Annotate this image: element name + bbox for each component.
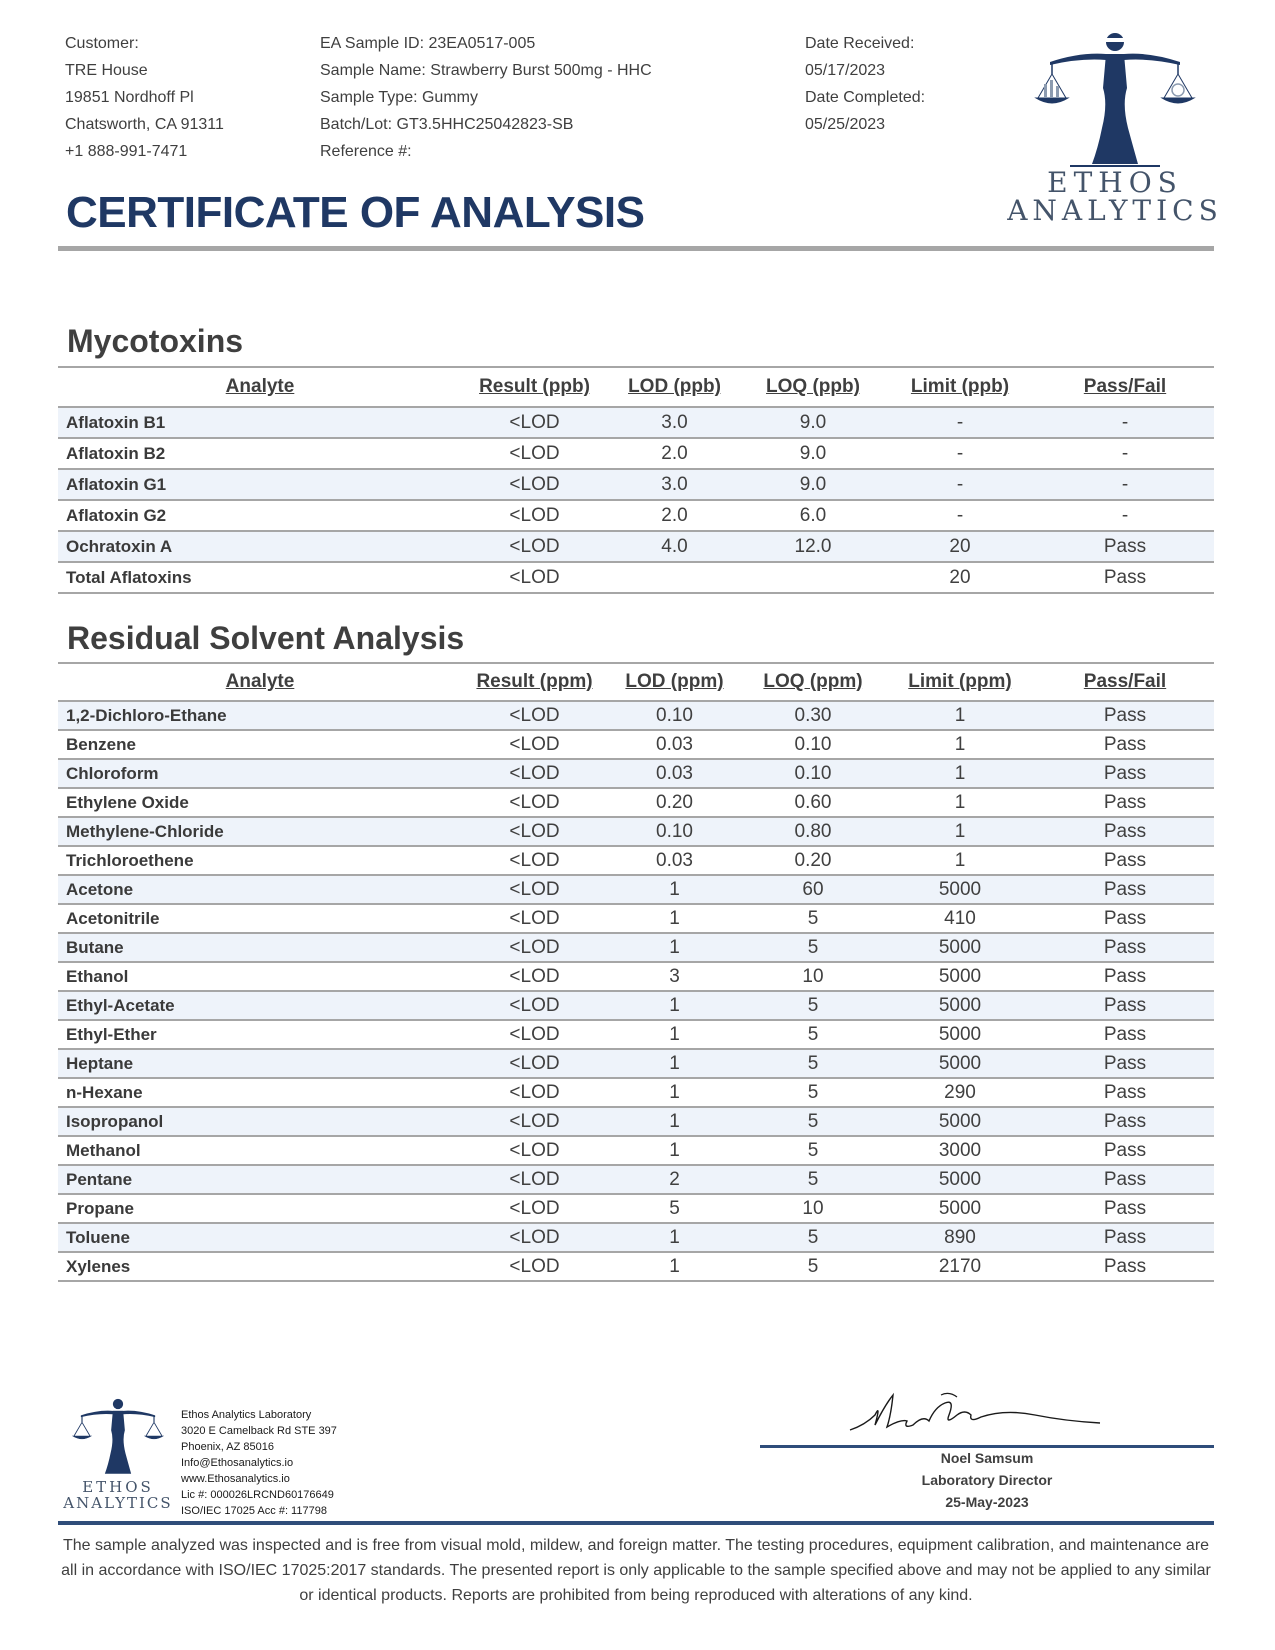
signer-name: Noel Samsum — [940, 1450, 1034, 1466]
cell-result: <LOD — [462, 875, 607, 904]
cell-loq: 5 — [742, 1136, 884, 1165]
table-row — [58, 1165, 1214, 1194]
cell-limit: 5000 — [884, 933, 1036, 962]
cell-lod: 1 — [607, 1252, 742, 1281]
cell-loq: 9.0 — [742, 407, 884, 438]
cell-pass-fail: Pass — [1036, 788, 1214, 817]
column-header-limit: Limit (ppm) — [884, 663, 1036, 701]
cell-lod — [607, 562, 742, 593]
column-header-analyte: Analyte — [58, 367, 462, 407]
cell-analyte: Chloroform — [58, 759, 462, 788]
table-row — [58, 1223, 1214, 1252]
column-header-result: Result (ppb) — [462, 367, 607, 407]
table-row — [58, 500, 1214, 531]
date-completed-label: Date Completed: — [805, 89, 926, 106]
cell-loq: 0.80 — [742, 817, 884, 846]
lab-contact-info — [181, 1407, 337, 1519]
table-row — [58, 407, 1214, 438]
cell-pass-fail: Pass — [1036, 1194, 1214, 1223]
cell-loq — [742, 562, 884, 593]
cell-loq: 5 — [742, 1049, 884, 1078]
cell-pass-fail: Pass — [1036, 1049, 1214, 1078]
customer-address-line1: 19851 Nordhoff Pl — [65, 89, 194, 106]
cell-result: <LOD — [462, 846, 607, 875]
cell-loq: 10 — [742, 1194, 884, 1223]
cell-lod: 1 — [607, 1020, 742, 1049]
cell-lod: 1 — [607, 1136, 742, 1165]
cell-analyte: Ethyl-Ether — [58, 1020, 462, 1049]
cell-pass-fail: - — [1036, 438, 1214, 469]
cell-pass-fail: Pass — [1036, 875, 1214, 904]
cell-analyte: Ethyl-Acetate — [58, 991, 462, 1020]
cell-pass-fail: Pass — [1036, 1020, 1214, 1049]
cell-loq: 9.0 — [742, 438, 884, 469]
date-received-label: Date Received: — [805, 35, 915, 52]
table-row — [58, 991, 1214, 1020]
customer-address-line2: Chatsworth, CA 91311 — [65, 116, 224, 133]
cell-pass-fail: Pass — [1036, 1252, 1214, 1281]
cell-analyte: Methanol — [58, 1136, 462, 1165]
cell-limit: 5000 — [884, 875, 1036, 904]
cell-result: <LOD — [462, 730, 607, 759]
table-row — [58, 1136, 1214, 1165]
cell-analyte: Methylene-Chloride — [58, 817, 462, 846]
cell-pass-fail: Pass — [1036, 1107, 1214, 1136]
cell-analyte: Total Aflatoxins — [58, 562, 462, 593]
signature-block — [760, 1447, 1214, 1513]
cell-lod: 0.03 — [607, 730, 742, 759]
sample-name: Sample Name: Strawberry Burst 500mg - HHC — [320, 62, 652, 79]
page-title: CERTIFICATE OF ANALYSIS — [66, 188, 645, 237]
cell-lod: 1 — [607, 1107, 742, 1136]
table-row — [58, 531, 1214, 562]
cell-analyte: Acetonitrile — [58, 904, 462, 933]
cell-lod: 2.0 — [607, 438, 742, 469]
cell-lod: 2.0 — [607, 500, 742, 531]
cell-limit: 890 — [884, 1223, 1036, 1252]
cell-lod: 1 — [607, 904, 742, 933]
cell-lod: 0.03 — [607, 759, 742, 788]
lab-iso-accreditation: ISO/IEC 17025 Acc #: 117798 — [181, 1505, 327, 1517]
ethos-logo — [1007, 28, 1223, 238]
cell-result: <LOD — [462, 759, 607, 788]
solvents-header-row — [58, 663, 1214, 701]
cell-analyte: Isopropanol — [58, 1107, 462, 1136]
cell-analyte: n-Hexane — [58, 1078, 462, 1107]
table-row — [58, 1049, 1214, 1078]
mycotoxins-table — [58, 366, 1214, 594]
cell-loq: 5 — [742, 1165, 884, 1194]
cell-pass-fail: Pass — [1036, 933, 1214, 962]
cell-analyte: Ethanol — [58, 962, 462, 991]
cell-lod: 3.0 — [607, 407, 742, 438]
cell-loq: 0.30 — [742, 701, 884, 730]
cell-pass-fail: - — [1036, 500, 1214, 531]
table-row — [58, 701, 1214, 730]
cell-loq: 5 — [742, 1223, 884, 1252]
cell-pass-fail: Pass — [1036, 846, 1214, 875]
cell-loq: 5 — [742, 1252, 884, 1281]
date-info — [805, 30, 925, 138]
cell-analyte: Pentane — [58, 1165, 462, 1194]
footer-ethos-logo — [58, 1395, 178, 1520]
cell-lod: 1 — [607, 875, 742, 904]
cell-lod: 1 — [607, 991, 742, 1020]
cell-lod: 1 — [607, 1049, 742, 1078]
cell-result: <LOD — [462, 788, 607, 817]
cell-limit: 20 — [884, 531, 1036, 562]
table-row — [58, 759, 1214, 788]
cell-result: <LOD — [462, 1020, 607, 1049]
cell-lod: 3.0 — [607, 469, 742, 500]
cell-pass-fail: - — [1036, 469, 1214, 500]
cell-pass-fail: - — [1036, 407, 1214, 438]
cell-limit: 5000 — [884, 1049, 1036, 1078]
solvents-table — [58, 662, 1214, 1282]
cell-loq: 5 — [742, 904, 884, 933]
table-row — [58, 1194, 1214, 1223]
cell-analyte: Trichloroethene — [58, 846, 462, 875]
lab-website: www.Ethosanalytics.io — [181, 1473, 290, 1485]
logo-text-analytics: ANALYTICS — [1007, 194, 1223, 227]
column-header-loq: LOQ (ppm) — [742, 663, 884, 701]
date-received: 05/17/2023 — [805, 62, 886, 79]
table-row — [58, 1252, 1214, 1281]
cell-result: <LOD — [462, 1165, 607, 1194]
table-row — [58, 904, 1214, 933]
cell-lod: 0.10 — [607, 817, 742, 846]
cell-result: <LOD — [462, 701, 607, 730]
lab-address-line2: Phoenix, AZ 85016 — [181, 1441, 274, 1453]
cell-lod: 3 — [607, 962, 742, 991]
cell-pass-fail: Pass — [1036, 817, 1214, 846]
sample-id: EA Sample ID: 23EA0517-005 — [320, 35, 536, 52]
cell-result: <LOD — [462, 500, 607, 531]
cell-limit: - — [884, 407, 1036, 438]
cell-limit: 3000 — [884, 1136, 1036, 1165]
lab-email: Info@Ethosanalytics.io — [181, 1457, 294, 1469]
customer-name: TRE House — [65, 62, 148, 79]
cell-limit: - — [884, 469, 1036, 500]
cell-limit: 410 — [884, 904, 1036, 933]
table-row — [58, 962, 1214, 991]
cell-limit: 5000 — [884, 1194, 1036, 1223]
cell-analyte: Toluene — [58, 1223, 462, 1252]
cell-loq: 10 — [742, 962, 884, 991]
table-row — [58, 1078, 1214, 1107]
cell-analyte: Heptane — [58, 1049, 462, 1078]
cell-loq: 5 — [742, 991, 884, 1020]
signer-title: Laboratory Director — [921, 1472, 1053, 1488]
sign-date: 25-May-2023 — [945, 1494, 1029, 1510]
cell-pass-fail: Pass — [1036, 759, 1214, 788]
cell-pass-fail: Pass — [1036, 1223, 1214, 1252]
cell-pass-fail: Pass — [1036, 962, 1214, 991]
sample-info — [320, 30, 652, 165]
cell-limit: 1 — [884, 730, 1036, 759]
cell-analyte: Butane — [58, 933, 462, 962]
cell-limit: 5000 — [884, 1020, 1036, 1049]
cell-limit: 1 — [884, 759, 1036, 788]
customer-info — [65, 30, 224, 165]
cell-result: <LOD — [462, 933, 607, 962]
cell-lod: 0.20 — [607, 788, 742, 817]
logo-text-ethos: ETHOS — [1047, 166, 1183, 199]
cell-limit: - — [884, 500, 1036, 531]
cell-result: <LOD — [462, 1049, 607, 1078]
cell-loq: 60 — [742, 875, 884, 904]
cell-limit: 5000 — [884, 1165, 1036, 1194]
mycotoxins-header-row — [58, 367, 1214, 407]
cell-result: <LOD — [462, 962, 607, 991]
cell-lod: 0.10 — [607, 701, 742, 730]
cell-result: <LOD — [462, 1078, 607, 1107]
solvents-section-title: Residual Solvent Analysis — [67, 620, 465, 656]
footer-scales-of-justice-icon — [58, 1395, 178, 1477]
cell-analyte: Aflatoxin G1 — [58, 469, 462, 500]
table-row — [58, 730, 1214, 759]
table-row — [58, 1107, 1214, 1136]
cell-loq: 6.0 — [742, 500, 884, 531]
cell-limit: 20 — [884, 562, 1036, 593]
table-row — [58, 875, 1214, 904]
table-row — [58, 788, 1214, 817]
cell-result: <LOD — [462, 817, 607, 846]
cell-limit: 1 — [884, 846, 1036, 875]
cell-analyte: Benzene — [58, 730, 462, 759]
cell-pass-fail: Pass — [1036, 562, 1214, 593]
batch-lot: Batch/Lot: GT3.5HHC25042823-SB — [320, 116, 574, 133]
cell-result: <LOD — [462, 469, 607, 500]
customer-label: Customer: — [65, 35, 139, 52]
cell-result: <LOD — [462, 1252, 607, 1281]
cell-loq: 9.0 — [742, 469, 884, 500]
cell-result: <LOD — [462, 904, 607, 933]
cell-lod: 0.03 — [607, 846, 742, 875]
table-row — [58, 438, 1214, 469]
cell-result: <LOD — [462, 991, 607, 1020]
cell-result: <LOD — [462, 1136, 607, 1165]
director-signature — [845, 1385, 1105, 1445]
cell-pass-fail: Pass — [1036, 531, 1214, 562]
footer-logo-text-ethos: ETHOS — [82, 1478, 154, 1496]
column-header-analyte: Analyte — [58, 663, 462, 701]
table-row — [58, 1020, 1214, 1049]
cell-result: <LOD — [462, 438, 607, 469]
cell-analyte: Aflatoxin B2 — [58, 438, 462, 469]
cell-limit: 1 — [884, 817, 1036, 846]
cell-pass-fail: Pass — [1036, 701, 1214, 730]
cell-result: <LOD — [462, 1194, 607, 1223]
cell-loq: 0.10 — [742, 730, 884, 759]
cell-analyte: Xylenes — [58, 1252, 462, 1281]
cell-analyte: Ethylene Oxide — [58, 788, 462, 817]
cell-loq: 12.0 — [742, 531, 884, 562]
cell-analyte: 1,2-Dichloro-Ethane — [58, 701, 462, 730]
cell-loq: 0.20 — [742, 846, 884, 875]
mycotoxins-section-title: Mycotoxins — [67, 323, 244, 359]
column-header-limit: Limit (ppb) — [884, 367, 1036, 407]
cell-lod: 5 — [607, 1194, 742, 1223]
footer-logo-text-analytics: ANALYTICS — [63, 1494, 173, 1512]
date-completed: 05/25/2023 — [805, 116, 886, 133]
cell-limit: 5000 — [884, 991, 1036, 1020]
sample-type: Sample Type: Gummy — [320, 89, 478, 106]
cell-pass-fail: Pass — [1036, 1136, 1214, 1165]
lab-license: Lic #: 000026LRCND60176649 — [181, 1489, 334, 1501]
cell-loq: 0.60 — [742, 788, 884, 817]
cell-analyte: Aflatoxin B1 — [58, 407, 462, 438]
cell-limit: 1 — [884, 701, 1036, 730]
cell-limit: 5000 — [884, 1107, 1036, 1136]
cell-analyte: Aflatoxin G2 — [58, 500, 462, 531]
cell-loq: 5 — [742, 933, 884, 962]
cell-lod: 1 — [607, 1078, 742, 1107]
cell-pass-fail: Pass — [1036, 1078, 1214, 1107]
cell-pass-fail: Pass — [1036, 904, 1214, 933]
cell-loq: 0.10 — [742, 759, 884, 788]
column-header-pass-fail: Pass/Fail — [1036, 367, 1214, 407]
table-row — [58, 562, 1214, 593]
cell-analyte: Ochratoxin A — [58, 531, 462, 562]
table-row — [58, 846, 1214, 875]
cell-pass-fail: Pass — [1036, 1165, 1214, 1194]
disclaimer-text: The sample analyzed was inspected and is free from visual mold, mildew, and foreign matter. The testing procedures, equipment calibration, and maintenance are all in accordance with ISO/IEC 17025:2017 standards. The presented report is only applicable to the sample specified above and may not be applied to any similar or identical products. Reports are prohibited from being reproduced with alterations of any kind. — [61, 1537, 1211, 1604]
cell-analyte: Acetone — [58, 875, 462, 904]
customer-phone: +1 888-991-7471 — [65, 143, 188, 160]
column-header-result: Result (ppm) — [462, 663, 607, 701]
cell-lod: 4.0 — [607, 531, 742, 562]
cell-analyte: Propane — [58, 1194, 462, 1223]
lab-address-line1: 3020 E Camelback Rd STE 397 — [181, 1425, 337, 1437]
cell-limit: 1 — [884, 788, 1036, 817]
cell-result: <LOD — [462, 407, 607, 438]
cell-loq: 5 — [742, 1107, 884, 1136]
cell-result: <LOD — [462, 1107, 607, 1136]
cell-result: <LOD — [462, 1223, 607, 1252]
column-header-loq: LOQ (ppb) — [742, 367, 884, 407]
cell-lod: 2 — [607, 1165, 742, 1194]
column-header-lod: LOD (ppb) — [607, 367, 742, 407]
cell-limit: - — [884, 438, 1036, 469]
cell-result: <LOD — [462, 531, 607, 562]
cell-lod: 1 — [607, 1223, 742, 1252]
table-row — [58, 817, 1214, 846]
cell-result: <LOD — [462, 562, 607, 593]
cell-pass-fail: Pass — [1036, 991, 1214, 1020]
lab-name: Ethos Analytics Laboratory — [181, 1409, 312, 1421]
column-header-pass-fail: Pass/Fail — [1036, 663, 1214, 701]
cell-limit: 2170 — [884, 1252, 1036, 1281]
title-divider — [58, 246, 1214, 251]
table-row — [58, 933, 1214, 962]
table-row — [58, 469, 1214, 500]
scales-of-justice-icon — [1010, 28, 1220, 168]
cell-limit: 5000 — [884, 962, 1036, 991]
cell-loq: 5 — [742, 1078, 884, 1107]
cell-limit: 290 — [884, 1078, 1036, 1107]
footer-divider — [58, 1521, 1214, 1525]
cell-lod: 1 — [607, 933, 742, 962]
cell-pass-fail: Pass — [1036, 730, 1214, 759]
column-header-lod: LOD (ppm) — [607, 663, 742, 701]
cell-loq: 5 — [742, 1020, 884, 1049]
reference-number: Reference #: — [320, 143, 412, 160]
